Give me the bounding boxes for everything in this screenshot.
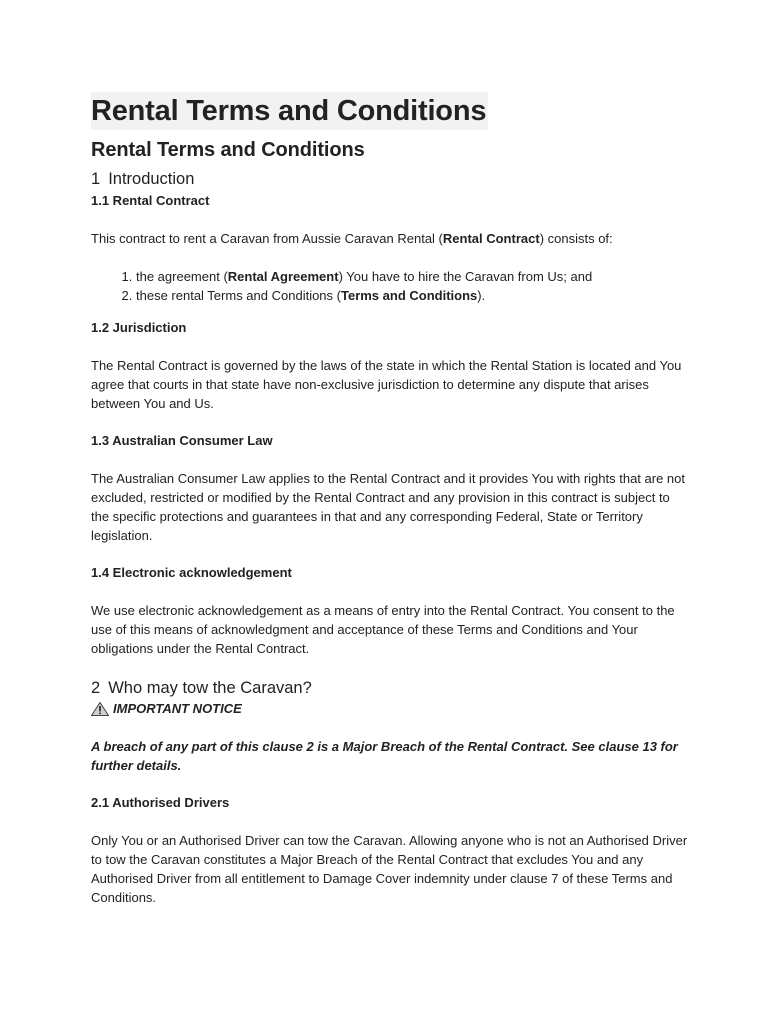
section-2-heading (91, 677, 691, 699)
section-2-title: Who may tow the Caravan? (108, 679, 312, 697)
section-1-1-text-pre: This contract to rent a Caravan from Aussie Caravan Rental ( (91, 231, 443, 246)
section-1-4-paragraph: We use electronic acknowledgement as a means of entry into the Rental Contract. You consent to the use of this means of acknowledgment and acceptance of these Terms and Conditions and Your obligations under the Rental Contract. (91, 603, 675, 656)
section-1-1-text-post: ) consists of: (539, 231, 613, 246)
list-item-post: ). (477, 288, 486, 303)
section-1-1-heading: 1.1 Rental Contract (91, 193, 210, 208)
list-item-bold: Rental Agreement (227, 269, 339, 284)
section-1-1-list (91, 267, 691, 305)
section-2-1-heading: 2.1 Authorised Drivers (91, 795, 230, 810)
list-item-pre: these rental Terms and Conditions ( (136, 288, 341, 303)
section-1-2-heading: 1.2 Jurisdiction (91, 320, 187, 335)
section-2-number: 2 (91, 679, 101, 697)
document-title: Rental Terms and Conditions (91, 92, 488, 130)
list-item-post: ) You have to hire the Caravan from Us; and (338, 269, 593, 284)
section-1-3-heading: 1.3 Australian Consumer Law (91, 433, 273, 448)
section-1-1-text-bold: Rental Contract (442, 231, 540, 246)
section-1-4-heading: 1.4 Electronic acknowledgement (91, 565, 292, 580)
section-1-2-paragraph: The Rental Contract is governed by the laws of the state in which the Rental Station is located and You agree that courts in that state have non-exclusive jurisdiction to determine any dispute that arises between You and Us. (91, 358, 682, 411)
list-item-bold: Terms and Conditions (340, 288, 478, 303)
document-page (91, 92, 691, 907)
section-1-3-paragraph: The Australian Consumer Law applies to the Rental Contract and it provides You with rights that are not excluded, restricted or modified by the Rental Contract and any provision in this contract is subject to the specific protections and guarantees in that and any corresponding Federal, State or Territory legislation. (91, 471, 686, 543)
section-1-title: Introduction (108, 170, 195, 188)
list-item-pre: the agreement ( (136, 269, 228, 284)
section-1-1-paragraph (91, 229, 691, 248)
section-1-number: 1 (91, 170, 101, 188)
document-subtitle: Rental Terms and Conditions (91, 139, 365, 161)
section-1-heading (91, 168, 691, 190)
important-notice-label: IMPORTANT NOTICE (113, 701, 242, 716)
warning-icon (91, 702, 109, 716)
list-item (136, 267, 691, 286)
list-item (136, 286, 691, 305)
important-notice (91, 700, 691, 718)
major-breach-notice: A breach of any part of this clause 2 is a Major Breach of the Rental Contract. See clause 13 for further details. (91, 739, 678, 773)
section-2-1-paragraph: Only You or an Authorised Driver can tow the Caravan. Allowing anyone who is not an Authorised Driver to tow the Caravan constitutes a Major Breach of the Rental Contract that excludes You and any Authorised Driver from all entitlement to Damage Cover indemnity under clause 7 of these Terms and Conditions. (91, 833, 688, 905)
